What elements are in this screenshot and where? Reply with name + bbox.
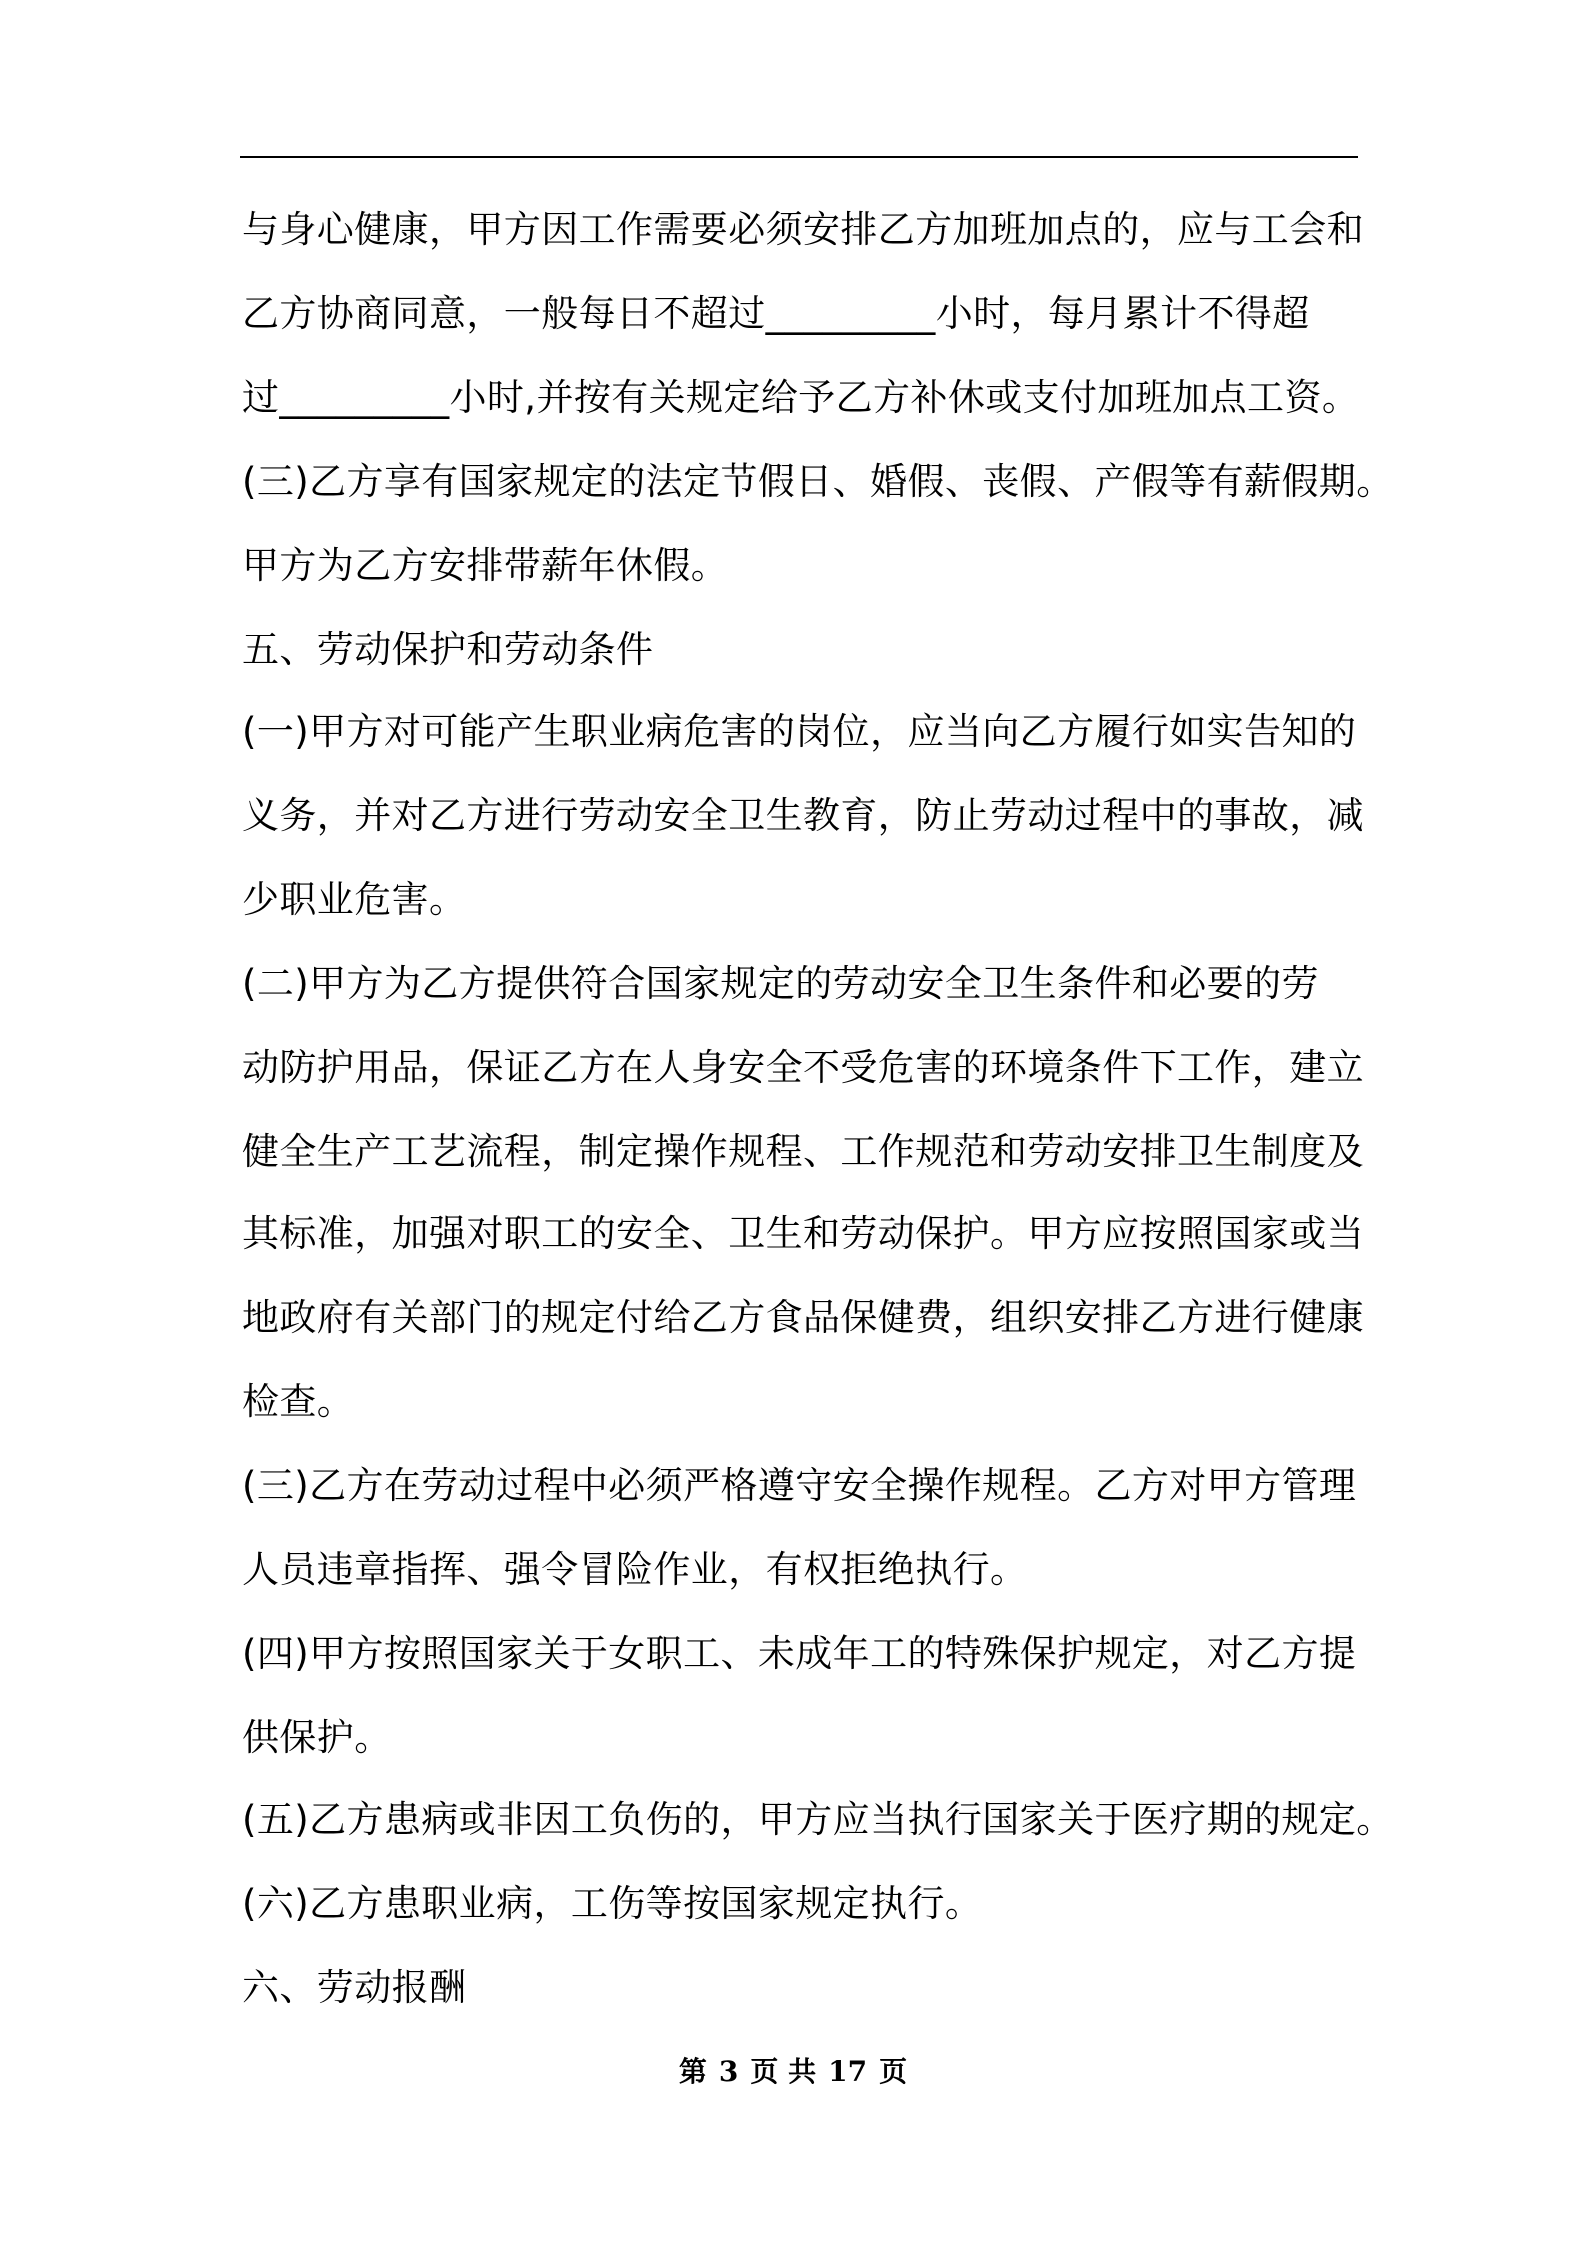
current-page-number: 3 xyxy=(718,2055,739,2088)
paragraph-line: 健全生产工艺流程，制定操作规程、工作规范和劳动安排卫生制度及 xyxy=(242,1130,1364,1173)
paragraph-line: (六)乙方患职业病，工伤等按国家规定执行。 xyxy=(242,1882,983,1925)
paragraph-line: (五)乙方患病或非因工负伤的，甲方应当执行国家关于医疗期的规定。 xyxy=(242,1798,1394,1841)
paragraph-line: (一)甲方对可能产生职业病危害的岗位，应当向乙方履行如实告知的 xyxy=(242,710,1357,753)
footer-prefix: 第 xyxy=(678,2055,707,2088)
paragraph-line: 过_________小时,并按有关规定给予乙方补休或支付加班加点工资。 xyxy=(242,376,1360,419)
paragraph-line: (三)乙方在劳动过程中必须严格遵守安全操作规程。乙方对甲方管理 xyxy=(242,1464,1357,1507)
paragraph-line: 甲方为乙方安排带薪年休假。 xyxy=(242,544,729,587)
paragraph-line: 供保护。 xyxy=(242,1716,392,1759)
paragraph-line: (三)乙方享有国家规定的法定节假日、婚假、丧假、产假等有薪假期。 xyxy=(242,460,1394,503)
paragraph-line: (四)甲方按照国家关于女职工、未成年工的特殊保护规定，对乙方提 xyxy=(242,1632,1357,1675)
section-heading: 五、劳动保护和劳动条件 xyxy=(242,628,654,671)
paragraph-line: 乙方协商同意，一般每日不超过_________小时，每月累计不得超 xyxy=(242,292,1310,335)
paragraph-line: (二)甲方为乙方提供符合国家规定的劳动安全卫生条件和必要的劳 xyxy=(242,962,1319,1005)
footer-suffix: 页 xyxy=(879,2055,908,2088)
total-pages-number: 17 xyxy=(828,2055,868,2088)
paragraph-line: 人员违章指挥、强令冒险作业，有权拒绝执行。 xyxy=(242,1548,1028,1591)
paragraph-line: 少职业危害。 xyxy=(242,878,467,921)
paragraph-line: 其标准，加强对职工的安全、卫生和劳动保护。甲方应按照国家或当 xyxy=(242,1212,1364,1255)
page-footer xyxy=(0,2052,1586,2092)
paragraph-line: 地政府有关部门的规定付给乙方食品保健费，组织安排乙方进行健康 xyxy=(242,1296,1364,1339)
paragraph-line: 动防护用品，保证乙方在人身安全不受危害的环境条件下工作，建立 xyxy=(242,1046,1364,1089)
section-heading: 六、劳动报酬 xyxy=(242,1966,467,2009)
paragraph-line: 义务，并对乙方进行劳动安全卫生教育，防止劳动过程中的事故，减 xyxy=(242,794,1364,837)
paragraph-line: 检查。 xyxy=(242,1380,355,1423)
paragraph-line: 与身心健康，甲方因工作需要必须安排乙方加班加点的，应与工会和 xyxy=(242,208,1364,251)
footer-middle: 页 共 xyxy=(750,2055,817,2088)
